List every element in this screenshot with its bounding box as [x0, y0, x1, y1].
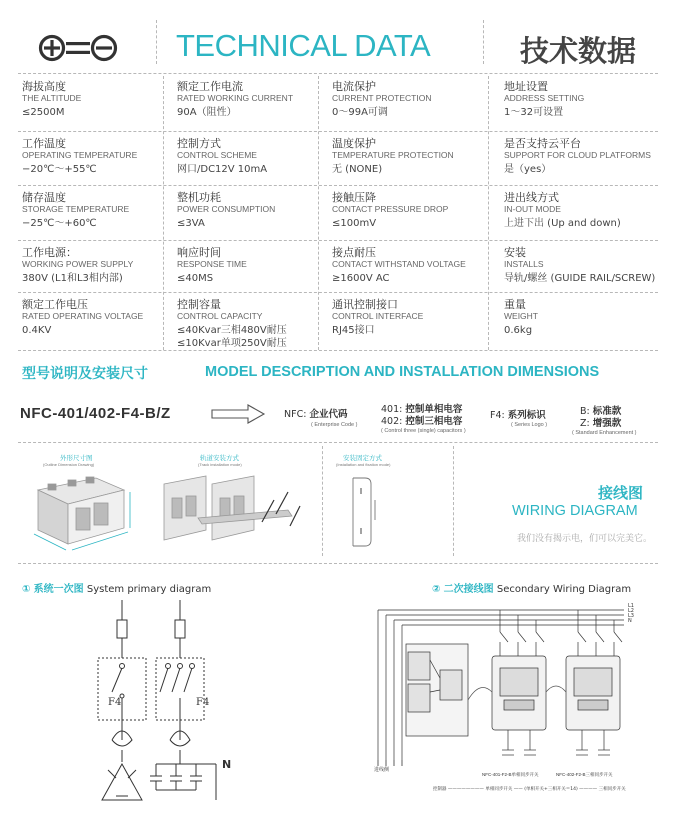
diag1-f4-left: F4 [108, 697, 122, 708]
spec-value: ≤40MS [177, 273, 214, 284]
spec-value: 无 (NONE) [332, 164, 383, 175]
device-outline-drawing [28, 470, 148, 554]
spec-label-cn: 工作温度 [22, 137, 66, 150]
spec-value: ≤3VA [177, 218, 205, 229]
spec-label-en: RATED WORKING CURRENT [177, 93, 294, 103]
spec-value: RJ45接口 [332, 325, 375, 336]
pic1-title: 外形尺寸图 [60, 454, 93, 462]
spec-cell [332, 137, 487, 176]
spec-cell [22, 137, 177, 176]
line-label-n: N [628, 618, 632, 624]
spec-cell [177, 137, 332, 176]
spec-label-cn: 温度保护 [332, 137, 376, 150]
diag2-label-inlet: 进线侧 [374, 767, 390, 773]
spec-label-en: WORKING POWER SUPPLY [22, 259, 134, 269]
spec-label-cn: 通讯控制接口 [332, 298, 398, 311]
spec-label-en: SUPPORT FOR CLOUD PLATFORMS [504, 150, 651, 160]
spec-label-cn: 海拔高度 [22, 80, 66, 93]
title-en: TECHNICAL DATA [176, 28, 431, 63]
line-label-l1: L1 [628, 603, 634, 609]
spec-cell [504, 191, 659, 230]
diag2-footer: 控制器 ———————— 单相同步开关 —— (单相开关+三相开关＝14) ———— 三相同步开关 [433, 787, 626, 792]
pic2-sub: (Track installation mode) [198, 462, 242, 467]
spec-cell [504, 246, 659, 285]
system-primary-diagram [80, 600, 250, 810]
spec-value: 90A（阻性） [177, 107, 237, 118]
spec-cell [177, 191, 332, 230]
spec-label-cn: 地址设置 [504, 80, 548, 93]
model-z: Z: 增强款 [580, 418, 622, 429]
spec-label-cn: 是否支持云平台 [504, 137, 581, 150]
diag1-n-label: N [222, 758, 232, 771]
spec-cell [22, 246, 177, 285]
pic3-title: 安装固定方式 [343, 454, 382, 462]
section-title-cn: 型号说明及安装尺寸 [22, 366, 148, 382]
spec-value: 上进下出 (Up and down) [504, 218, 621, 229]
line-label-l3: L3 [628, 613, 634, 619]
diag2-label-three: NFC-402-F2-B三相同步开关 [556, 772, 613, 777]
model-f4: F4: 系列标识 [490, 410, 546, 421]
spec-value: 1～32可设置 [504, 107, 564, 118]
secondary-wiring-diagram [368, 600, 664, 796]
spec-cell [177, 298, 332, 350]
spec-label-en: POWER CONSUMPTION [177, 204, 276, 214]
spec-label-cn: 工作电源： [22, 246, 77, 259]
spec-label-cn: 接点耐压 [332, 246, 376, 259]
spec-cell [332, 298, 487, 337]
rail-install-drawing [158, 470, 318, 554]
spec-cell [22, 191, 177, 230]
model-code: NFC-401/402-F4-B/Z [20, 405, 171, 422]
spec-label-cn: 额定工作电压 [22, 298, 88, 311]
model-40x-sub: ( Control three (single) capacitors ) [381, 428, 466, 434]
spec-label-en: INSTALLS [504, 259, 544, 269]
pic2-title: 轨道安装方式 [200, 454, 239, 462]
spec-value: 导轨/螺丝 (GUIDE RAIL/SCREW) [504, 273, 656, 284]
spec-value: 380V (L1和L3相内部) [22, 273, 123, 284]
model-nfc-sub: ( Enterprise Code ) [311, 422, 358, 428]
model-f4-sub: ( Series Logo ) [511, 422, 548, 428]
spec-value: −25℃～+60℃ [22, 218, 97, 229]
diag1-f4-right: F4 [196, 697, 210, 708]
spec-label-cn: 整机功耗 [177, 191, 221, 204]
model-401: 401: 控制单相电容 [381, 404, 463, 415]
spec-cell [332, 191, 487, 230]
spec-label-cn: 响应时间 [177, 246, 221, 259]
spec-label-cn: 重量 [504, 298, 526, 311]
spec-cell [332, 246, 487, 285]
spec-value: ≤2500M [22, 107, 65, 118]
spec-label-en: THE ALTITUDE [22, 93, 82, 103]
spec-cell [22, 298, 177, 337]
spec-cell [22, 80, 177, 119]
spec-label-en: TEMPERATURE PROTECTION [332, 150, 454, 160]
fixation-drawing [335, 470, 445, 554]
spec-value: 0.4KV [22, 325, 52, 336]
pic1-sub: (Outline Dimension Drawing) [43, 462, 95, 467]
spec-label-en: RATED OPERATING VOLTAGE [22, 311, 144, 321]
model-nfc: NFC: 企业代码 [284, 409, 348, 420]
spec-value: ≤40Kvar三相480V耐压 [177, 325, 287, 336]
spec-label-en: OPERATING TEMPERATURE [22, 150, 138, 160]
diag2-label-single: NFC-401-F2-B单相同步开关 [482, 772, 539, 777]
spec-label-cn: 额定工作电流 [177, 80, 243, 93]
spec-value: −20℃～+55℃ [22, 164, 97, 175]
spec-label-en: STORAGE TEMPERATURE [22, 204, 130, 214]
spec-value: ≥1600V AC [332, 273, 390, 284]
arrow-right-icon [210, 404, 266, 424]
title-cn: 技术数据 [520, 34, 637, 68]
spec-label-cn: 控制方式 [177, 137, 221, 150]
wiring-title-en: WIRING DIAGRAM [512, 503, 638, 519]
spec-label-cn: 储存温度 [22, 191, 66, 204]
spec-label-en: CONTROL INTERFACE [332, 311, 424, 321]
spec-cell [177, 80, 332, 119]
spec-value: 是（yes） [504, 164, 552, 175]
spec-value: 网口/DC12V 10mA [177, 164, 268, 175]
spec-label-cn: 电流保护 [332, 80, 376, 93]
spec-label-en: CURRENT PROTECTION [332, 93, 432, 103]
diag1-title: ① 系统一次图 System primary diagram [22, 584, 212, 595]
section-title-en: MODEL DESCRIPTION AND INSTALLATION DIMENSIONS [205, 364, 600, 380]
spec-label-en: RESPONSE TIME [177, 259, 247, 269]
spec-label-en: WEIGHT [504, 311, 538, 321]
pic3-sub: (Installation and fixation mode) [336, 462, 391, 467]
spec-cell [504, 137, 659, 176]
spec-value: ≤10Kvar单项250V耐压 [177, 338, 287, 349]
spec-label-en: CONTROL CAPACITY [177, 311, 263, 321]
model-bz-sub: ( Standard Enhancement ) [572, 430, 637, 436]
diag2-title: ② 二次接线图 Secondary Wiring Diagram [432, 584, 632, 595]
spec-label-en: CONTROL SCHEME [177, 150, 257, 160]
model-b: B: 标准款 [580, 406, 622, 417]
spec-label-en: ADDRESS SETTING [504, 93, 585, 103]
spec-label-en: CONTACT WITHSTAND VOLTAGE [332, 259, 466, 269]
spec-label-en: CONTACT PRESSURE DROP [332, 204, 449, 214]
spec-label-cn: 接触压降 [332, 191, 376, 204]
wiring-title-cn: 接线图 [598, 484, 644, 502]
spec-label-cn: 进出线方式 [504, 191, 559, 204]
spec-value: 0～99A可调 [332, 107, 388, 118]
spec-cell [177, 246, 332, 285]
spec-cell [504, 80, 659, 119]
spec-label-cn: 安装 [504, 246, 526, 259]
model-402: 402: 控制三相电容 [381, 416, 463, 427]
spec-label-en: IN-OUT MODE [504, 204, 561, 214]
line-label-l2: L2 [628, 608, 634, 614]
spec-cell [332, 80, 487, 119]
spec-value: ≤100mV [332, 218, 377, 229]
spec-label-cn: 控制容量 [177, 298, 221, 311]
wiring-note: 我们没有揭示电，们可以完美它。 [517, 534, 653, 544]
spec-value: 0.6kg [504, 325, 533, 336]
brand-logo [38, 33, 118, 63]
spec-cell [504, 298, 659, 337]
